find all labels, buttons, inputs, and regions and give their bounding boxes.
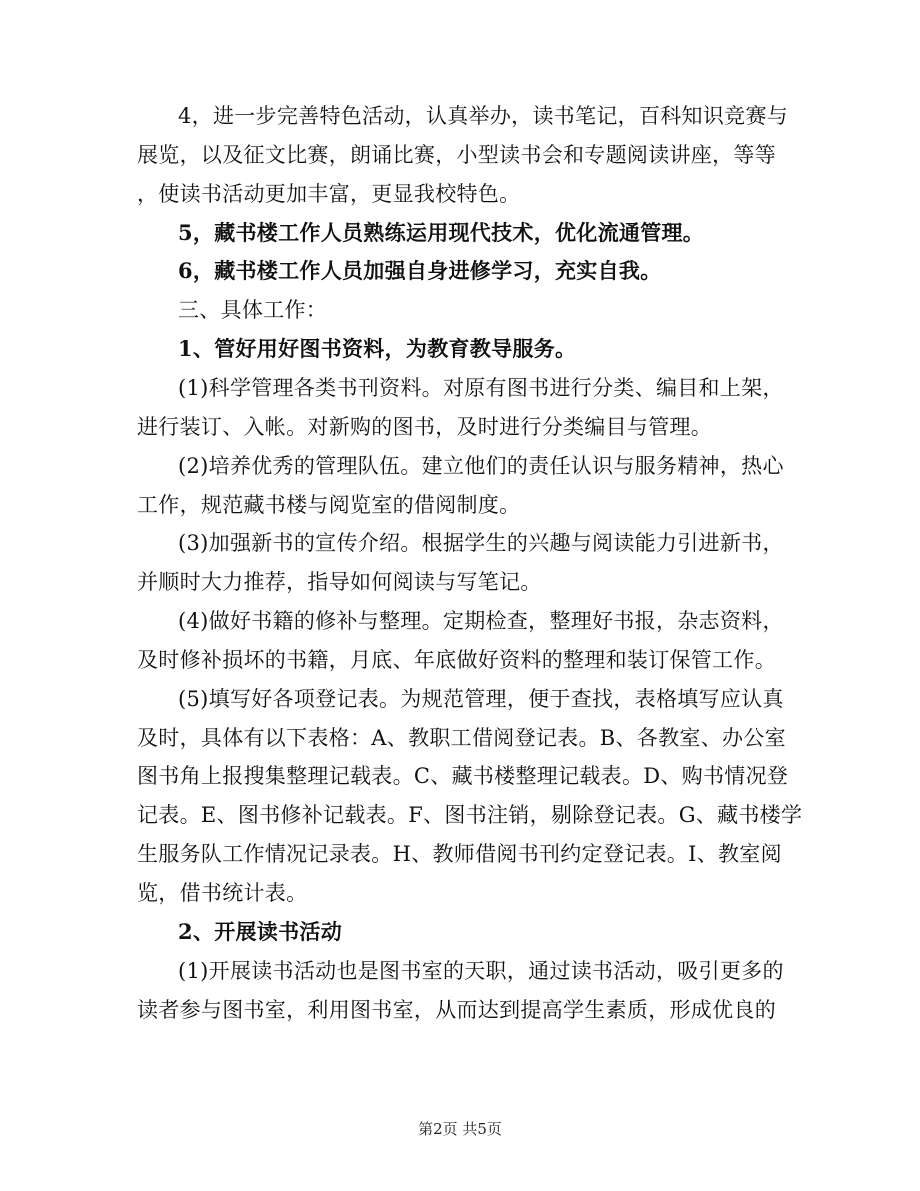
text-line: (3)加强新书的宣传介绍。根据学生的兴趣与阅读能力引进新书，	[178, 531, 784, 555]
text-line: 览，借书统计表。	[137, 881, 308, 905]
text-line: (5)填写好各项登记表。为规范管理，便于查找，表格填写应认真	[178, 687, 784, 711]
text-line: 6，藏书楼工作人员加强自身进修学习，充实自我。	[178, 258, 662, 283]
text-line: 及时，具体有以下表格：A、教职工借阅登记表。B、各教室、办公室	[137, 726, 786, 750]
text-line: 生服务队工作情况记录表。H、教师借阅书刊约定登记表。I、教室阅	[137, 842, 782, 866]
page-footer: 第2页 共5页	[418, 1120, 502, 1138]
text-line: 进行装订、入帐。对新购的图书，及时进行分类编目与管理。	[137, 415, 713, 439]
text-line: 1、管好用好图书资料，为教育教导服务。	[178, 336, 577, 361]
text-line: 工作，规范藏书楼与阅览室的借阅制度。	[137, 493, 521, 517]
text-line: 图书角上报搜集整理记载表。C、藏书楼整理记载表。D、购书情况登	[137, 764, 789, 788]
text-line: (2)培养优秀的管理队伍。建立他们的责任认识与服务精神，热心	[178, 454, 784, 478]
text-line: ，使读书活动更加丰富，更显我校特色。	[137, 182, 521, 206]
text-line: 三、具体工作：	[178, 298, 328, 322]
text-line: 2、开展读书活动	[178, 919, 343, 944]
text-line: (1)开展读书活动也是图书室的天职，通过读书活动，吸引更多的	[178, 959, 784, 983]
text-line: 记表。E、图书修补记载表。F、图书注销，剔除登记表。G、藏书楼学	[137, 803, 803, 827]
text-line: 展览，以及征文比赛，朗诵比赛，小型读书会和专题阅读讲座，等等	[137, 143, 776, 167]
text-line: 并顺时大力推荐，指导如何阅读与写笔记。	[137, 570, 542, 594]
text-line: 5，藏书楼工作人员熟练运用现代技术，优化流通管理。	[178, 220, 705, 245]
text-line: 及时修补损坏的书籍，月底、年底做好资料的整理和装订保管工作。	[137, 648, 776, 672]
text-line: (4)做好书籍的修补与整理。定期检查，整理好书报，杂志资料，	[178, 609, 784, 633]
text-line: 读者参与图书室，利用图书室，从而达到提高学生素质，形成优良的	[137, 998, 776, 1022]
text-line: (1)科学管理各类书刊资料。对原有图书进行分类、编目和上架，	[178, 376, 784, 400]
text-line: 4，进一步完善特色活动，认真举办，读书笔记，百科知识竞赛与	[178, 104, 789, 128]
